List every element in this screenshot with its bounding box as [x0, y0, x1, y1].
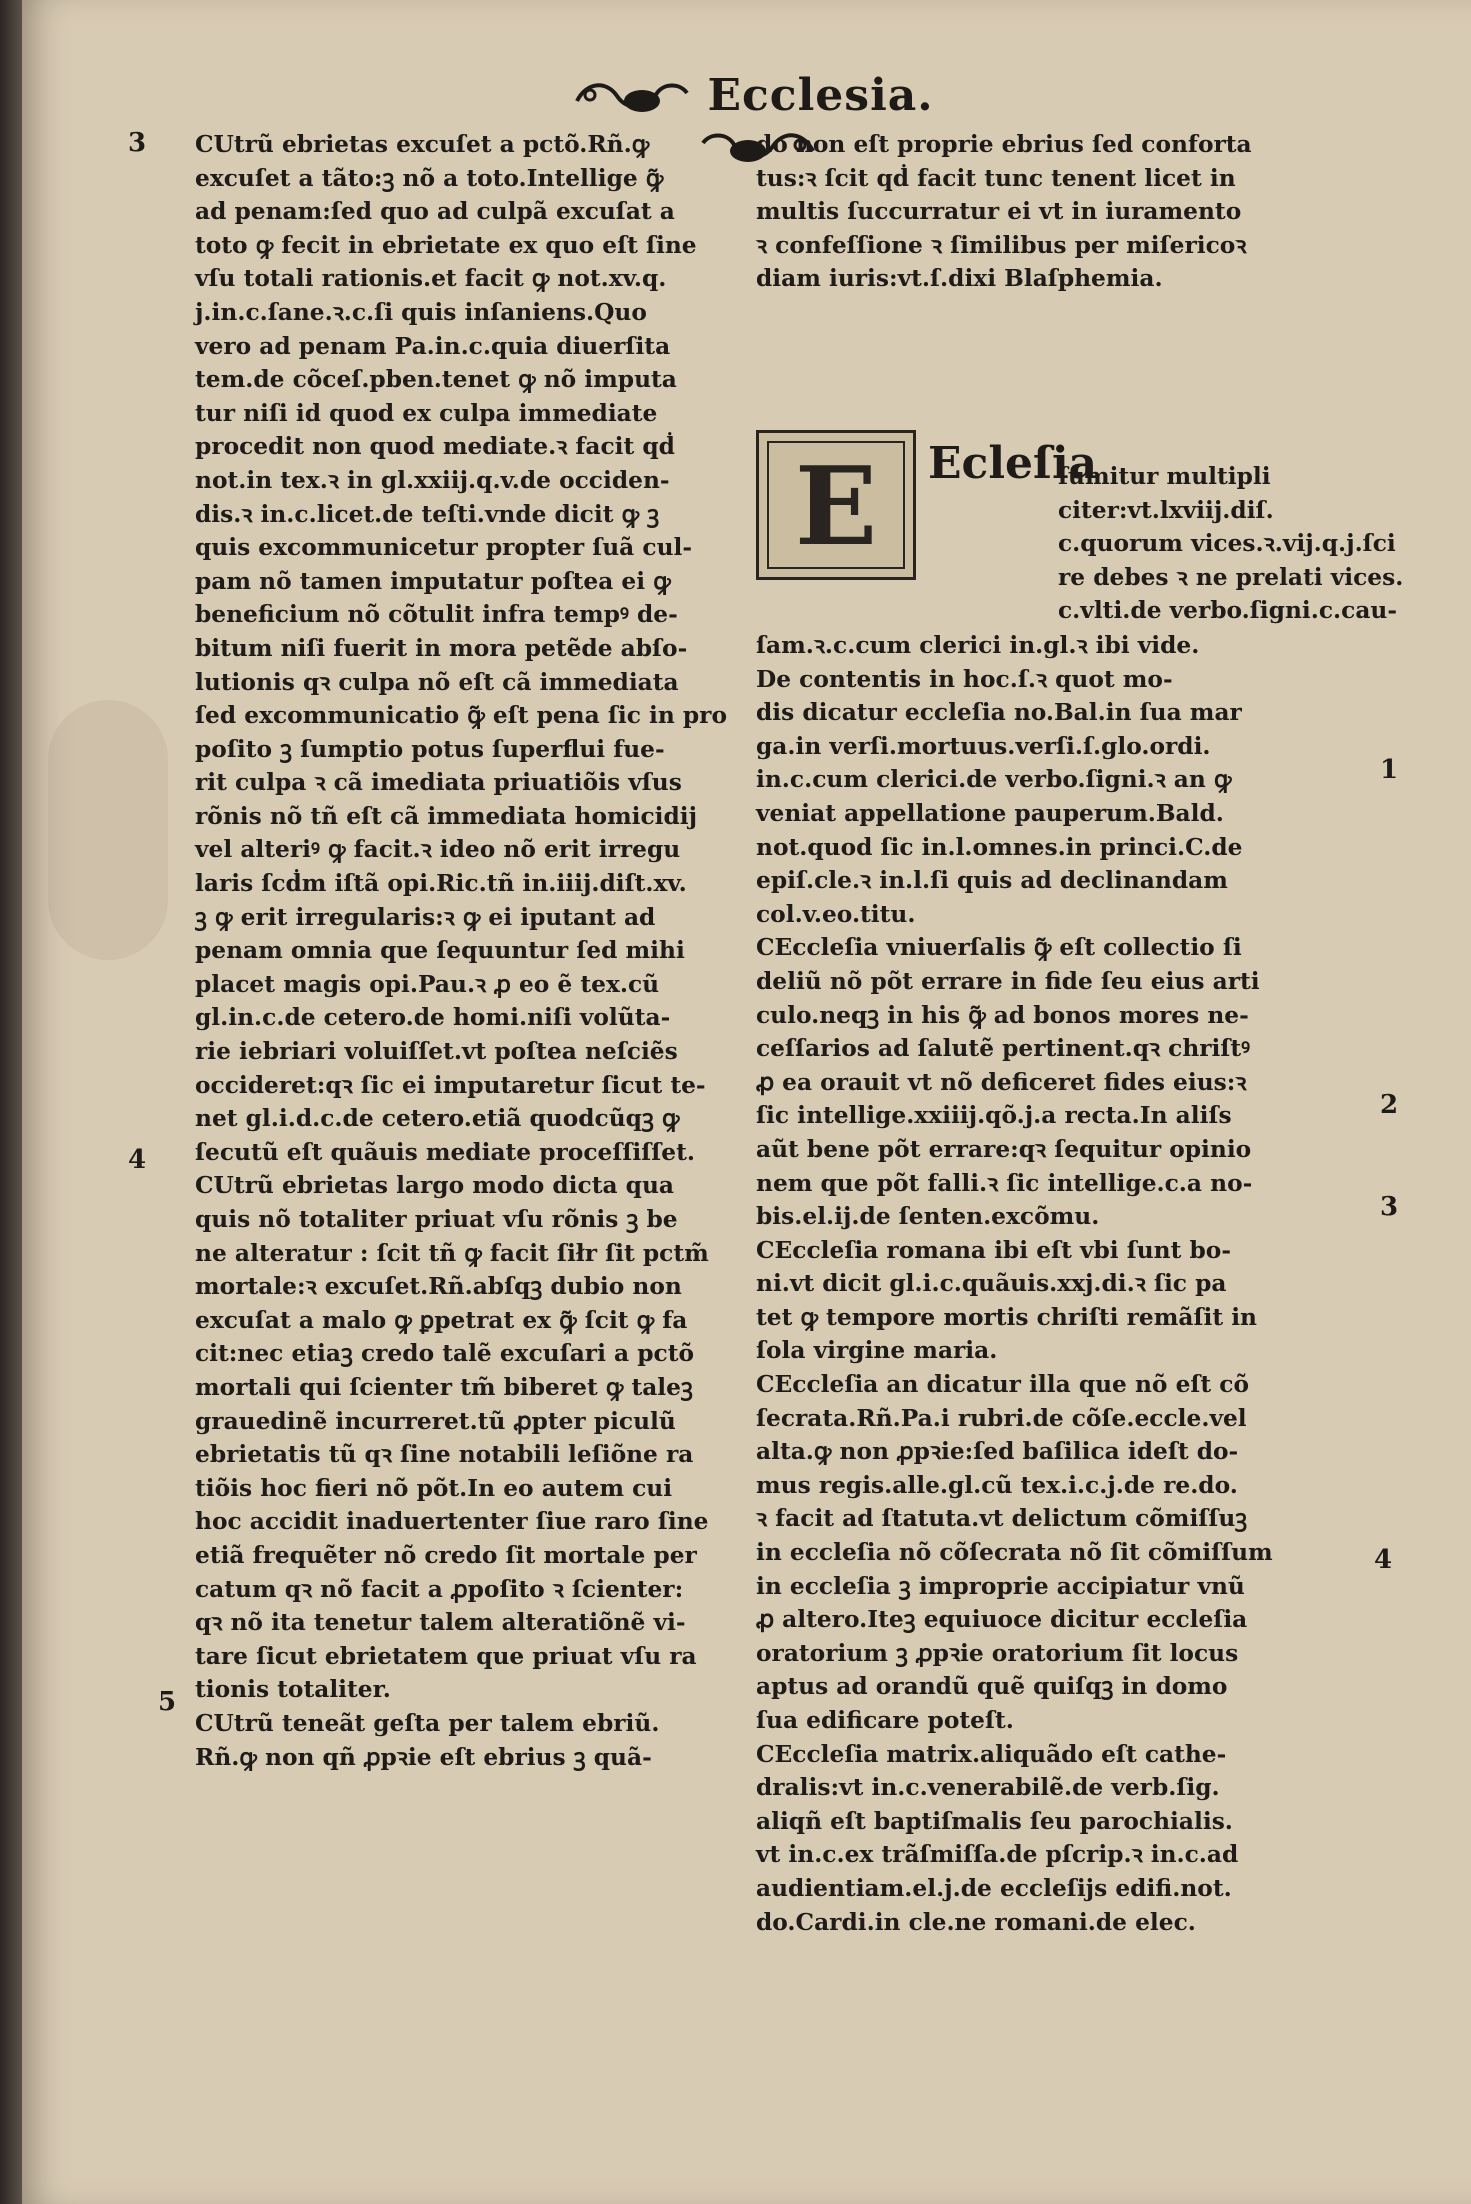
book-gutter	[0, 0, 22, 2204]
text-line: ſecrata.Rñ.Pa.i rubri.de cõſe.eccle.vel	[756, 1404, 1247, 1432]
text-line: dis.ꝛ in.c.licet.de teſti.vnde dicit ꝙ ꝫ	[195, 500, 660, 528]
text-line: aptus ad orandũ quẽ quiſqꝫ in domo	[756, 1673, 1228, 1701]
initial-letter: E	[767, 441, 905, 569]
text-line: oratorium ꝫ ꝓpꝛie oratorium ſit locus	[756, 1639, 1239, 1667]
text-line: beneficium nõ cõtulit infra tempꝰ de-	[195, 601, 678, 629]
text-line: Rñ.ꝙ non qñ ꝓpꝛie eſt ebrius ꝫ quã-	[195, 1743, 652, 1771]
text-line: ꝓ ea orauit vt nõ deficeret fides eius:ꝛ	[756, 1068, 1247, 1096]
text-line: mortale:ꝛ excuſet.Rñ.abſqꝫ dubio non	[195, 1273, 682, 1301]
text-line: pam nõ tamen imputatur poſtea ei ꝙ	[195, 567, 671, 595]
text-line: ſic intellige.xxiiij.qõ.j.a recta.In aliſs	[756, 1102, 1232, 1130]
text-line: vel alteriꝰ ꝙ facit.ꝛ ideo nõ erit irregu	[195, 836, 681, 864]
text-line: bis.el.ij.de ſenten.excõmu.	[756, 1203, 1100, 1231]
text-line: etiã frequẽter nõ credo ſit mortale per	[195, 1541, 697, 1569]
text-line: alta.ꝙ non ꝓpꝛie:ſed baſilica ideſt do-	[756, 1438, 1239, 1466]
text-line: multis ſuccurratur ei vt in iuramento	[756, 198, 1242, 226]
text-line: ꝓ altero.Iteꝫ equiuoce dicitur eccleſia	[756, 1606, 1248, 1634]
text-line: tare ſicut ebrietatem que priuat vſu ra	[195, 1642, 697, 1670]
text-line: tur niſi id quod ex culpa immediate	[195, 399, 658, 427]
text-line: occideret:qꝛ ſic ei imputaretur ſicut te-	[195, 1071, 706, 1099]
text-line: rie iebriari voluiſſet.vt poſtea neſciẽs	[195, 1038, 678, 1066]
text-line: col.v.eo.titu.	[756, 900, 916, 928]
text-line: in.c.cum clerici.de verbo.ſigni.ꝛ an ꝙ	[756, 766, 1232, 794]
right-text-column-bottom	[756, 629, 1356, 1939]
text-line: not.quod ſic in.l.omnes.in princi.C.de	[756, 833, 1243, 861]
text-line: not.in tex.ꝛ in gl.xxiij.q.v.de occiden-	[195, 466, 670, 494]
text-line: hoc accidit inaduertenter ſiue raro ſine	[195, 1508, 709, 1536]
text-line: ceſſarios ad ſalutẽ pertinent.qꝛ chriſtꝰ	[756, 1035, 1251, 1063]
text-line: tiõis hoc fieri nõ põt.In eo autem cui	[195, 1474, 673, 1502]
page-title: Ecclesia.	[707, 70, 934, 121]
text-line: toto ꝙ fecit in ebrietate ex quo eſt ſine	[195, 231, 697, 259]
text-line: vſu totali rationis.et facit ꝙ not.xv.q.	[195, 265, 667, 293]
text-line: aliqñ eſt baptiſmalis ſeu parochialis.	[756, 1807, 1233, 1835]
text-line: ꝛ confeſſione ꝛ ſimilibus per miſericoꝛ	[756, 231, 1247, 259]
text-line: gl.in.c.de cetero.de homi.niſi volũta-	[195, 1004, 671, 1032]
margin-number: 5	[158, 1687, 177, 1717]
text-line: in eccleſia ꝫ improprie accipiatur vnũ	[756, 1572, 1245, 1600]
text-line: nem que põt falli.ꝛ ſic intellige.c.a no-	[756, 1169, 1253, 1197]
text-line: ſecutũ eſt quãuis mediate proceſſiſſet.	[195, 1138, 695, 1166]
margin-number: 4	[1374, 1545, 1393, 1575]
text-line: quis excommunicetur propter ſuã cul-	[195, 534, 693, 562]
text-line: rit culpa ꝛ cã imediata priuatiõis vſus	[195, 769, 682, 797]
text-line: do non eſt proprie ebrius ſed conforta	[756, 131, 1252, 158]
text-line: in eccleſia nõ cõſecrata nõ ſit cõmiſſum	[756, 1539, 1273, 1567]
text-line: ſola virgine maria.	[756, 1337, 998, 1365]
text-line: vero ad penam Pa.in.c.quia diuerſita	[195, 332, 671, 360]
text-line: CEccleſia matrix.aliquãdo eſt cathe-	[756, 1740, 1227, 1768]
text-line: ne alteratur : ſcit tñ ꝙ facit ſiłr ſit pctm̃	[195, 1239, 709, 1267]
text-line: re debes ꝛ ne prelati vices.	[1058, 563, 1404, 591]
text-line: ſed excommunicatio ꝙ̃ eſt pena ſic in pro	[195, 702, 727, 730]
entry-heading: Ecleſia	[928, 438, 1098, 489]
left-ornament-icon	[572, 71, 692, 121]
text-line: ſumitur multipli	[1058, 463, 1271, 490]
text-line: bitum niſi fuerit in mora petẽde abſo-	[195, 634, 688, 662]
text-line: tionis totaliter.	[195, 1676, 391, 1704]
margin-number: 3	[1380, 1192, 1399, 1222]
text-line: CEccleſia an dicatur illa que nõ eſt cõ	[756, 1371, 1250, 1399]
text-line: culo.neqꝫ in his ꝙ̃ ad bonos mores ne-	[756, 1001, 1249, 1029]
text-line: poſito ꝫ ſumptio potus ſuperflui fue-	[195, 735, 665, 763]
text-line: catum qꝛ nõ facit a ꝓpoſito ꝛ ſcienter:	[195, 1575, 684, 1603]
text-line: CEccleſia romana ibi eſt vbi ſunt bo-	[756, 1236, 1231, 1264]
decorated-initial	[756, 430, 916, 580]
text-line: rõnis nõ tñ eſt cã immediata homicidij	[195, 802, 698, 830]
text-line: procedit non quod mediate.ꝛ facit qḋ	[195, 433, 675, 461]
text-line: lutionis qꝛ culpa nõ eſt cã immediata	[195, 668, 679, 696]
text-line: veniat appellatione pauperum.Bald.	[756, 799, 1224, 827]
text-line: De contentis in hoc.ſ.ꝛ quot mo-	[756, 665, 1173, 693]
margin-number: 1	[1380, 755, 1399, 785]
right-text-column-top	[756, 128, 1356, 296]
text-line: audientiam.el.j.de eccleſijs edifi.not.	[756, 1874, 1232, 1902]
text-line: ꝛ facit ad ſtatuta.vt delictum cõmiſſuꝫ	[756, 1505, 1248, 1533]
text-line: citer:vt.lxviij.diſ.	[1058, 496, 1274, 524]
text-line: mortali qui ſcienter tm̃ biberet ꝙ taleꝫ	[195, 1373, 693, 1401]
page-stain	[48, 700, 168, 960]
text-line: excuſet a tãto:ꝫ nõ a toto.Intellige ꝙ̃	[195, 164, 664, 192]
text-line: laris ſcḋm iſtã opi.Ric.tñ in.iiij.diſt.xv.	[195, 870, 687, 898]
margin-number: 2	[1380, 1090, 1399, 1120]
text-line: penam omnia que ſequuntur ſed mihi	[195, 937, 685, 965]
book-page	[18, 0, 1471, 2204]
text-line: dis dicatur eccleſia no.Bal.in ſua mar	[756, 699, 1242, 727]
text-line: diam iuris:vt.ſ.dixi Blaſphemia.	[756, 265, 1163, 293]
text-line: mus regis.alle.gl.cũ tex.i.c.j.de re.do.	[756, 1471, 1238, 1499]
text-line: grauedinẽ incurreret.tũ ꝓpter piculũ	[195, 1407, 676, 1435]
text-line: CUtrũ ebrietas largo modo dicta qua	[195, 1172, 674, 1200]
text-line: ſam.ꝛ.c.cum clerici in.gl.ꝛ ibi vide.	[756, 632, 1200, 659]
text-line: c.quorum vices.ꝛ.vij.q.j.ſci	[1058, 530, 1396, 558]
text-line: tus:ꝛ ſcit qḋ facit tunc tenent licet in	[756, 164, 1236, 192]
text-line: dralis:vt in.c.venerabilẽ.de verb.ſig.	[756, 1774, 1220, 1802]
margin-number: 4	[128, 1145, 147, 1175]
text-line: do.Cardi.in cle.ne romani.de elec.	[756, 1908, 1196, 1936]
text-line: aũt bene põt errare:qꝛ ſequitur opinio	[756, 1135, 1252, 1163]
text-line: epiſ.cle.ꝛ in.l.ſi quis ad declinandam	[756, 867, 1228, 895]
text-line: ebrietatis tũ qꝛ ſine notabili leſiõne ra	[195, 1441, 694, 1469]
text-line: tet ꝙ tempore mortis chriſti remãſit in	[756, 1303, 1257, 1331]
text-line: cit:nec etiaꝫ credo talẽ excuſari a pctõ	[195, 1340, 695, 1368]
text-line: ni.vt dicit gl.i.c.quãuis.xxj.di.ꝛ ſic pa	[756, 1270, 1227, 1298]
text-line: excuſat a malo ꝙ ꝑpetrat ex ꝙ̃ ſcit ꝙ fa	[195, 1306, 688, 1334]
text-line: ſua edificare poteſt.	[756, 1707, 1014, 1734]
text-line: CEccleſia vniuerſalis ꝙ̃ eſt collectio ſi	[756, 934, 1242, 962]
text-line: CUtrũ ebrietas excuſet a pctõ.Rñ.ꝙ	[195, 131, 650, 158]
text-line: c.vlti.de verbo.ſigni.c.cau-	[1058, 597, 1398, 625]
text-line: net gl.i.d.c.de cetero.etiã quodcũqꝫ ꝙ	[195, 1105, 680, 1133]
left-text-column	[195, 128, 735, 1774]
text-line: quis nõ totaliter priuat vſu rõnis ꝫ be	[195, 1206, 678, 1233]
text-line: ꝫ ꝙ erit irregularis:ꝛ ꝙ ei iputant ad	[195, 903, 656, 931]
text-line: ad penam:ſed quo ad culpã excuſat a	[195, 198, 675, 226]
right-text-beside-initial	[1058, 460, 1404, 628]
text-line: ga.in verſi.mortuus.verſi.ſ.glo.ordi.	[756, 732, 1211, 760]
margin-number: 3	[128, 128, 147, 158]
text-line: j.in.c.ſane.ꝛ.c.ſi quis inſaniens.Quo	[195, 298, 647, 326]
text-line: CUtrũ teneãt geſta per talem ebriũ.	[195, 1709, 660, 1737]
text-line: qꝛ nõ ita tenetur talem alteratiõnẽ vi-	[195, 1609, 686, 1637]
text-line: vt in.c.ex trãſmiſſa.de pſcrip.ꝛ in.c.ad	[756, 1841, 1239, 1869]
text-line: tem.de cõceſ.pben.tenet ꝙ nõ imputa	[195, 366, 677, 394]
text-line: deliũ nõ põt errare in fide ſeu eius arti	[756, 967, 1260, 995]
text-line: placet magis opi.Pau.ꝛ ꝓ eo ẽ tex.cũ	[195, 970, 660, 998]
